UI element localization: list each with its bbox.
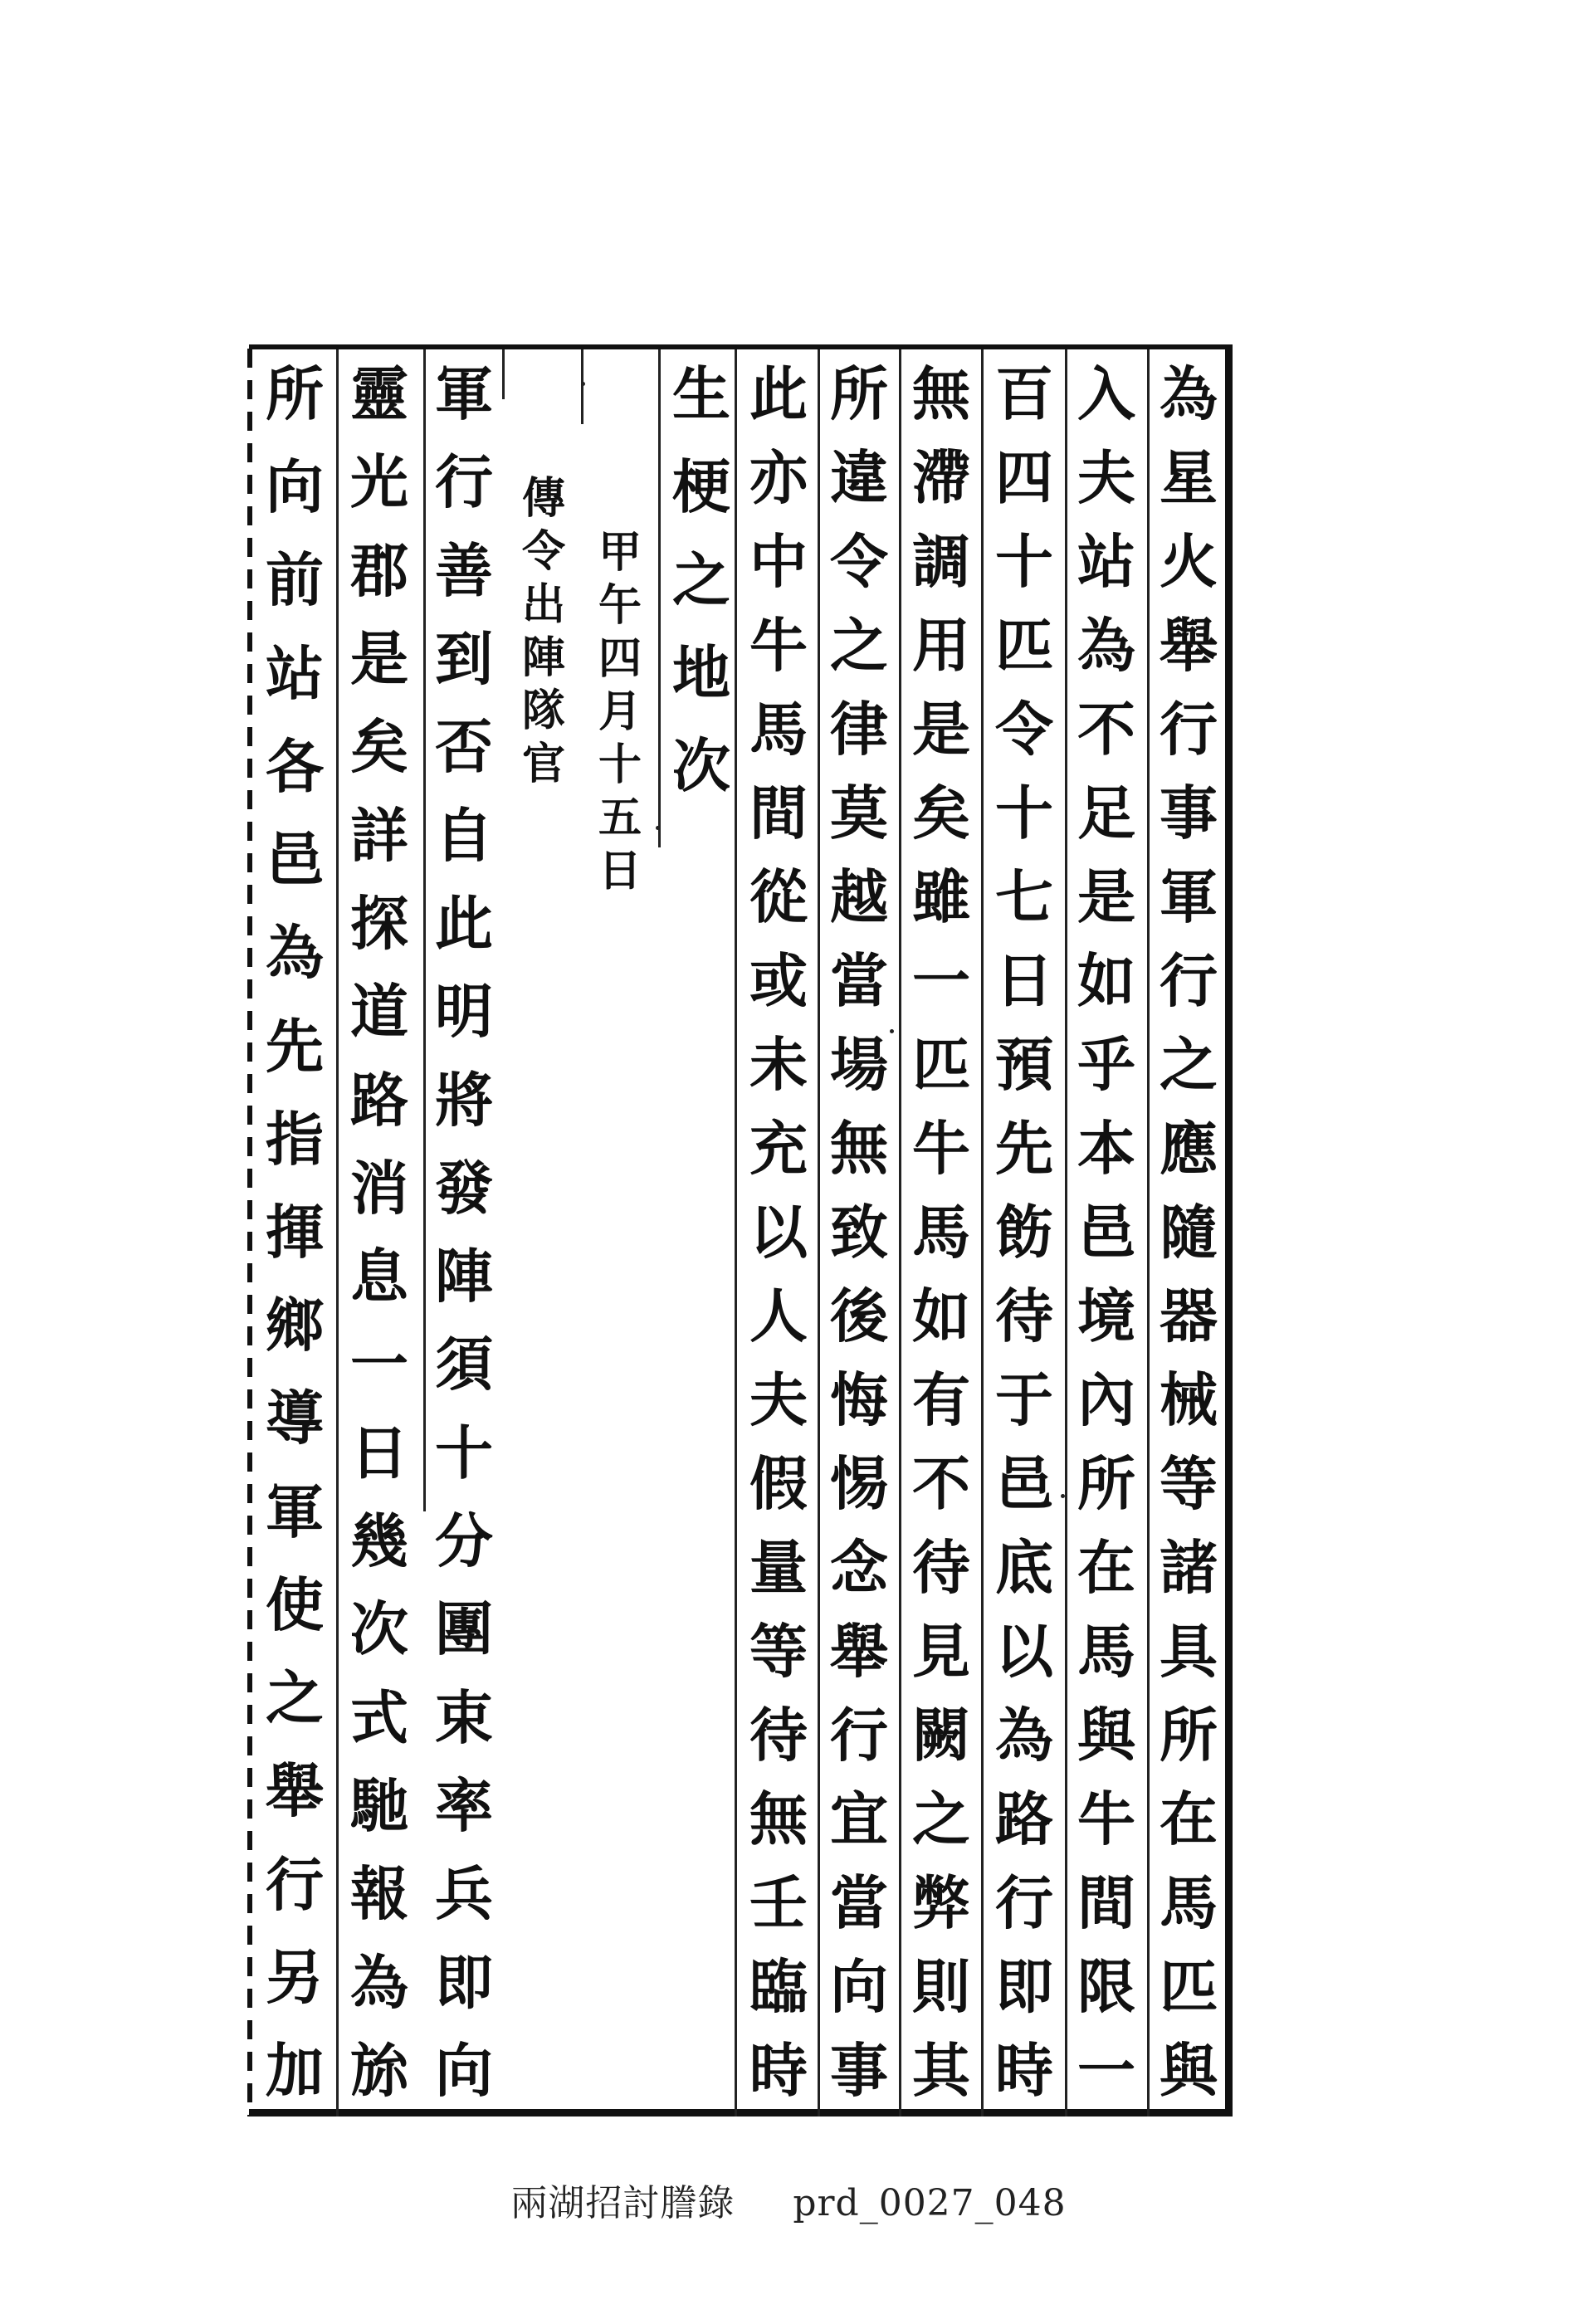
glyph: 時 <box>995 2036 1053 2105</box>
glyph: 馬 <box>749 695 808 764</box>
glyph: 星 <box>1160 443 1218 512</box>
glyph: 匹 <box>1160 1952 1218 2021</box>
glyph: 善 <box>435 535 493 605</box>
glyph: 亦 <box>749 443 808 512</box>
glyph: 行 <box>1160 695 1218 764</box>
glyph: 律 <box>830 695 888 764</box>
glyph: 路 <box>350 1065 408 1135</box>
glyph: 是 <box>350 623 408 693</box>
glyph: 不 <box>912 1449 970 1518</box>
glyph: 與 <box>1077 1701 1135 1770</box>
glyph: 弊 <box>912 1868 970 1937</box>
glyph: 見 <box>912 1617 970 1686</box>
glyph: 馳 <box>350 1771 408 1840</box>
glyph: 百 <box>995 359 1053 428</box>
glyph: 五 <box>598 793 642 843</box>
column-divider <box>658 349 661 847</box>
glyph: 其 <box>912 2036 970 2105</box>
glyph: 光 <box>350 447 408 517</box>
glyph: 次 <box>672 731 730 800</box>
glyph: 用 <box>912 611 970 680</box>
glyph: 午 <box>598 580 642 631</box>
glyph: 牛 <box>749 611 808 680</box>
glyph: 式 <box>350 1682 408 1752</box>
column-divider <box>981 349 984 2116</box>
glyph: 將 <box>435 1065 493 1135</box>
glyph: 間 <box>749 779 808 847</box>
glyph: 向 <box>435 2035 493 2105</box>
glyph: 人 <box>749 1282 808 1350</box>
glyph: 違 <box>830 443 888 512</box>
glyph: 舉 <box>266 1756 324 1826</box>
glyph: 為 <box>1160 359 1218 428</box>
glyph: 限 <box>1077 1952 1135 2021</box>
glyph: 或 <box>749 946 808 1015</box>
glyph: 行 <box>266 1849 324 1919</box>
glyph: 飭 <box>995 1198 1053 1267</box>
glyph: 滯 <box>912 443 970 512</box>
glyph: 馬 <box>1160 1868 1218 1937</box>
glyph: 日 <box>598 846 642 896</box>
glyph: 邑 <box>1077 1198 1135 1267</box>
glyph: 兵 <box>435 1859 493 1929</box>
glyph: 揮 <box>266 1197 324 1267</box>
glyph: 中 <box>749 527 808 596</box>
glyph: 應 <box>1160 1114 1218 1183</box>
heading-column <box>515 473 573 909</box>
glyph: 路 <box>995 1784 1053 1853</box>
glyph: 是 <box>1077 862 1135 931</box>
glyph: 各 <box>266 731 324 801</box>
glyph: 從 <box>749 862 808 931</box>
text-column <box>342 359 417 2105</box>
glyph: 在 <box>1160 1784 1218 1853</box>
glyph: 自 <box>435 800 493 870</box>
glyph: 陣 <box>521 632 565 683</box>
glyph: 如 <box>912 1282 970 1350</box>
glyph: 充 <box>749 1114 808 1183</box>
glyph: 此 <box>749 359 808 428</box>
column-divider <box>1065 349 1067 2116</box>
glyph: 明 <box>435 977 493 1047</box>
glyph: 壬 <box>749 1868 808 1937</box>
glyph: 先 <box>266 1011 324 1081</box>
glyph: 時 <box>749 2036 808 2105</box>
glyph: 為 <box>266 918 324 988</box>
glyph: 須 <box>435 1330 493 1399</box>
glyph: 致 <box>830 1198 888 1267</box>
glyph: 闕 <box>912 1701 970 1770</box>
glyph: 道 <box>350 977 408 1047</box>
glyph: 生 <box>672 359 730 428</box>
glyph: 旀 <box>350 2035 408 2105</box>
glyph: 邑 <box>266 825 324 895</box>
glyph: 宜 <box>830 1784 888 1853</box>
glyph: 有 <box>912 1365 970 1434</box>
date-column <box>591 527 649 963</box>
glyph: 官 <box>521 739 565 789</box>
text-column <box>1151 359 1226 2105</box>
glyph: 站 <box>266 638 324 708</box>
glyph: 靈 <box>350 359 408 428</box>
glyph: 以 <box>995 1617 1053 1686</box>
glyph: 十 <box>435 1418 493 1487</box>
glyph: 如 <box>1077 946 1135 1015</box>
glyph: 當 <box>830 946 888 1015</box>
text-column <box>741 359 816 2105</box>
glyph: 一 <box>912 946 970 1015</box>
glyph: 梗 <box>672 452 730 521</box>
glyph: 之 <box>266 1663 324 1733</box>
glyph: 馬 <box>1077 1617 1135 1686</box>
glyph: 十 <box>995 527 1053 596</box>
glyph: 牛 <box>1077 1784 1135 1853</box>
glyph: 次 <box>350 1594 408 1664</box>
column-divider <box>1147 349 1150 2116</box>
text-column <box>1069 359 1144 2105</box>
glyph: 日 <box>995 946 1053 1015</box>
glyph: 令 <box>521 526 565 577</box>
glyph: 則 <box>912 1952 970 2021</box>
glyph: 詳 <box>350 800 408 870</box>
glyph: 與 <box>1160 2036 1218 2105</box>
column-divider <box>336 349 339 2116</box>
glyph: 否 <box>435 712 493 782</box>
scan-speck <box>1061 1494 1065 1498</box>
glyph: 所 <box>830 359 888 428</box>
glyph: 莫 <box>830 779 888 847</box>
glyph: 等 <box>1160 1449 1218 1518</box>
glyph: 矣 <box>912 779 970 847</box>
glyph: 底 <box>995 1533 1053 1602</box>
glyph: 假 <box>749 1449 808 1518</box>
glyph: 日 <box>350 1418 408 1487</box>
glyph: 之 <box>830 611 888 680</box>
glyph: 幾 <box>350 1506 408 1576</box>
glyph: 念 <box>830 1533 888 1602</box>
glyph: 事 <box>1160 779 1218 847</box>
glyph: 出 <box>521 579 565 630</box>
glyph: 即 <box>435 1947 493 2017</box>
glyph: 場 <box>830 1030 888 1099</box>
glyph: 十 <box>995 779 1053 847</box>
glyph: 調 <box>912 527 970 596</box>
glyph: 令 <box>995 695 1053 764</box>
scan-speck <box>581 382 585 386</box>
glyph: 後 <box>830 1282 888 1350</box>
glyph: 四 <box>995 443 1053 512</box>
glyph: 惕 <box>830 1449 888 1518</box>
column-divider <box>899 349 901 2116</box>
glyph: 導 <box>266 1384 324 1453</box>
glyph: 待 <box>749 1701 808 1770</box>
text-column <box>904 359 979 2105</box>
column-divider <box>818 349 820 2116</box>
glyph: 火 <box>1160 527 1218 596</box>
glyph: 諸 <box>1160 1533 1218 1602</box>
glyph: 令 <box>830 527 888 596</box>
glyph: 所 <box>266 359 324 428</box>
glyph: 矣 <box>350 712 408 782</box>
glyph: 雖 <box>912 862 970 931</box>
glyph: 郡 <box>350 535 408 605</box>
glyph: 入 <box>1077 359 1135 428</box>
scan-speck <box>890 1029 894 1033</box>
glyph: 先 <box>995 1114 1053 1183</box>
glyph: 行 <box>830 1701 888 1770</box>
glyph: 前 <box>266 545 324 615</box>
glyph: 息 <box>350 1242 408 1311</box>
glyph: 待 <box>995 1282 1053 1350</box>
glyph: 月 <box>598 686 642 737</box>
glyph: 所 <box>1160 1701 1218 1770</box>
glyph: 率 <box>435 1771 493 1840</box>
footer-code: prd_0027_048 <box>793 2182 1067 2224</box>
glyph: 另 <box>266 1942 324 2012</box>
column-divider <box>581 349 583 424</box>
glyph: 報 <box>350 1859 408 1929</box>
glyph: 匹 <box>995 611 1053 680</box>
glyph: 舉 <box>830 1617 888 1686</box>
glyph: 七 <box>995 862 1053 931</box>
scan-speck <box>656 826 660 830</box>
column-divider <box>423 349 426 1511</box>
glyph: 無 <box>749 1784 808 1853</box>
glyph: 之 <box>672 545 730 614</box>
glyph: 內 <box>1077 1365 1135 1434</box>
glyph: 向 <box>266 452 324 522</box>
glyph: 是 <box>912 695 970 764</box>
glyph: 牛 <box>912 1114 970 1183</box>
glyph: 向 <box>830 1952 888 2021</box>
glyph: 乎 <box>1077 1030 1135 1099</box>
text-column <box>822 359 896 2105</box>
glyph: 夫 <box>1077 443 1135 512</box>
glyph: 地 <box>672 638 730 707</box>
glyph: 之 <box>912 1784 970 1853</box>
glyph: 越 <box>830 862 888 931</box>
glyph: 傳 <box>521 473 565 524</box>
glyph: 行 <box>995 1868 1053 1937</box>
glyph: 所 <box>1077 1449 1135 1518</box>
glyph: 為 <box>1077 611 1135 680</box>
glyph: 舉 <box>1160 611 1218 680</box>
glyph: 軍 <box>1160 862 1218 931</box>
text-column <box>427 359 501 2105</box>
glyph: 一 <box>1077 2036 1135 2105</box>
glyph: 發 <box>435 1153 493 1223</box>
glyph: 事 <box>830 2036 888 2105</box>
glyph: 為 <box>350 1947 408 2017</box>
glyph: 馬 <box>912 1198 970 1267</box>
glyph: 四 <box>598 633 642 684</box>
glyph: 到 <box>435 623 493 693</box>
glyph: 預 <box>995 1030 1053 1099</box>
glyph: 器 <box>1160 1282 1218 1350</box>
column-divider <box>502 349 505 399</box>
glyph: 械 <box>1160 1365 1218 1434</box>
glyph: 使 <box>266 1570 324 1639</box>
glyph: 行 <box>435 447 493 517</box>
glyph: 軍 <box>266 1477 324 1546</box>
glyph: 本 <box>1077 1114 1135 1183</box>
glyph: 臨 <box>749 1952 808 2021</box>
glyph: 具 <box>1160 1617 1218 1686</box>
glyph: 匹 <box>912 1030 970 1099</box>
glyph: 無 <box>912 359 970 428</box>
glyph: 悔 <box>830 1365 888 1434</box>
glyph: 束 <box>435 1682 493 1752</box>
glyph: 未 <box>749 1030 808 1099</box>
glyph: 加 <box>266 2035 324 2105</box>
glyph: 待 <box>912 1533 970 1602</box>
text-column <box>257 359 332 2105</box>
glyph: 即 <box>995 1952 1053 2021</box>
glyph: 為 <box>995 1701 1053 1770</box>
text-column <box>664 359 739 946</box>
glyph: 境 <box>1077 1282 1135 1350</box>
glyph: 隨 <box>1160 1198 1218 1267</box>
glyph: 站 <box>1077 527 1135 596</box>
glyph: 探 <box>350 888 408 958</box>
glyph: 隊 <box>521 686 565 736</box>
glyph: 甲 <box>598 527 642 578</box>
glyph: 間 <box>1077 1868 1135 1937</box>
footer-title: 兩湖招討謄錄 <box>510 2182 735 2224</box>
page-footer <box>0 2173 1577 2226</box>
glyph: 夫 <box>749 1365 808 1434</box>
glyph: 指 <box>266 1104 324 1174</box>
glyph: 不 <box>1077 695 1135 764</box>
glyph: 陣 <box>435 1242 493 1311</box>
left-dashed-rule <box>247 349 252 2116</box>
glyph: 軍 <box>435 359 493 428</box>
glyph: 之 <box>1160 1030 1218 1099</box>
glyph: 以 <box>749 1198 808 1267</box>
glyph: 當 <box>830 1868 888 1937</box>
glyph: 團 <box>435 1594 493 1664</box>
glyph: 邑 <box>995 1449 1053 1518</box>
glyph: 量 <box>749 1533 808 1602</box>
glyph: 在 <box>1077 1533 1135 1602</box>
glyph: 一 <box>350 1330 408 1399</box>
glyph: 行 <box>1160 946 1218 1015</box>
glyph: 分 <box>435 1506 493 1576</box>
glyph: 足 <box>1077 779 1135 847</box>
glyph: 鄉 <box>266 1291 324 1360</box>
glyph: 無 <box>830 1114 888 1183</box>
glyph: 此 <box>435 888 493 958</box>
text-column <box>987 359 1062 2105</box>
glyph: 于 <box>995 1365 1053 1434</box>
glyph: 十 <box>598 740 642 790</box>
glyph: 等 <box>749 1617 808 1686</box>
glyph: 消 <box>350 1153 408 1223</box>
